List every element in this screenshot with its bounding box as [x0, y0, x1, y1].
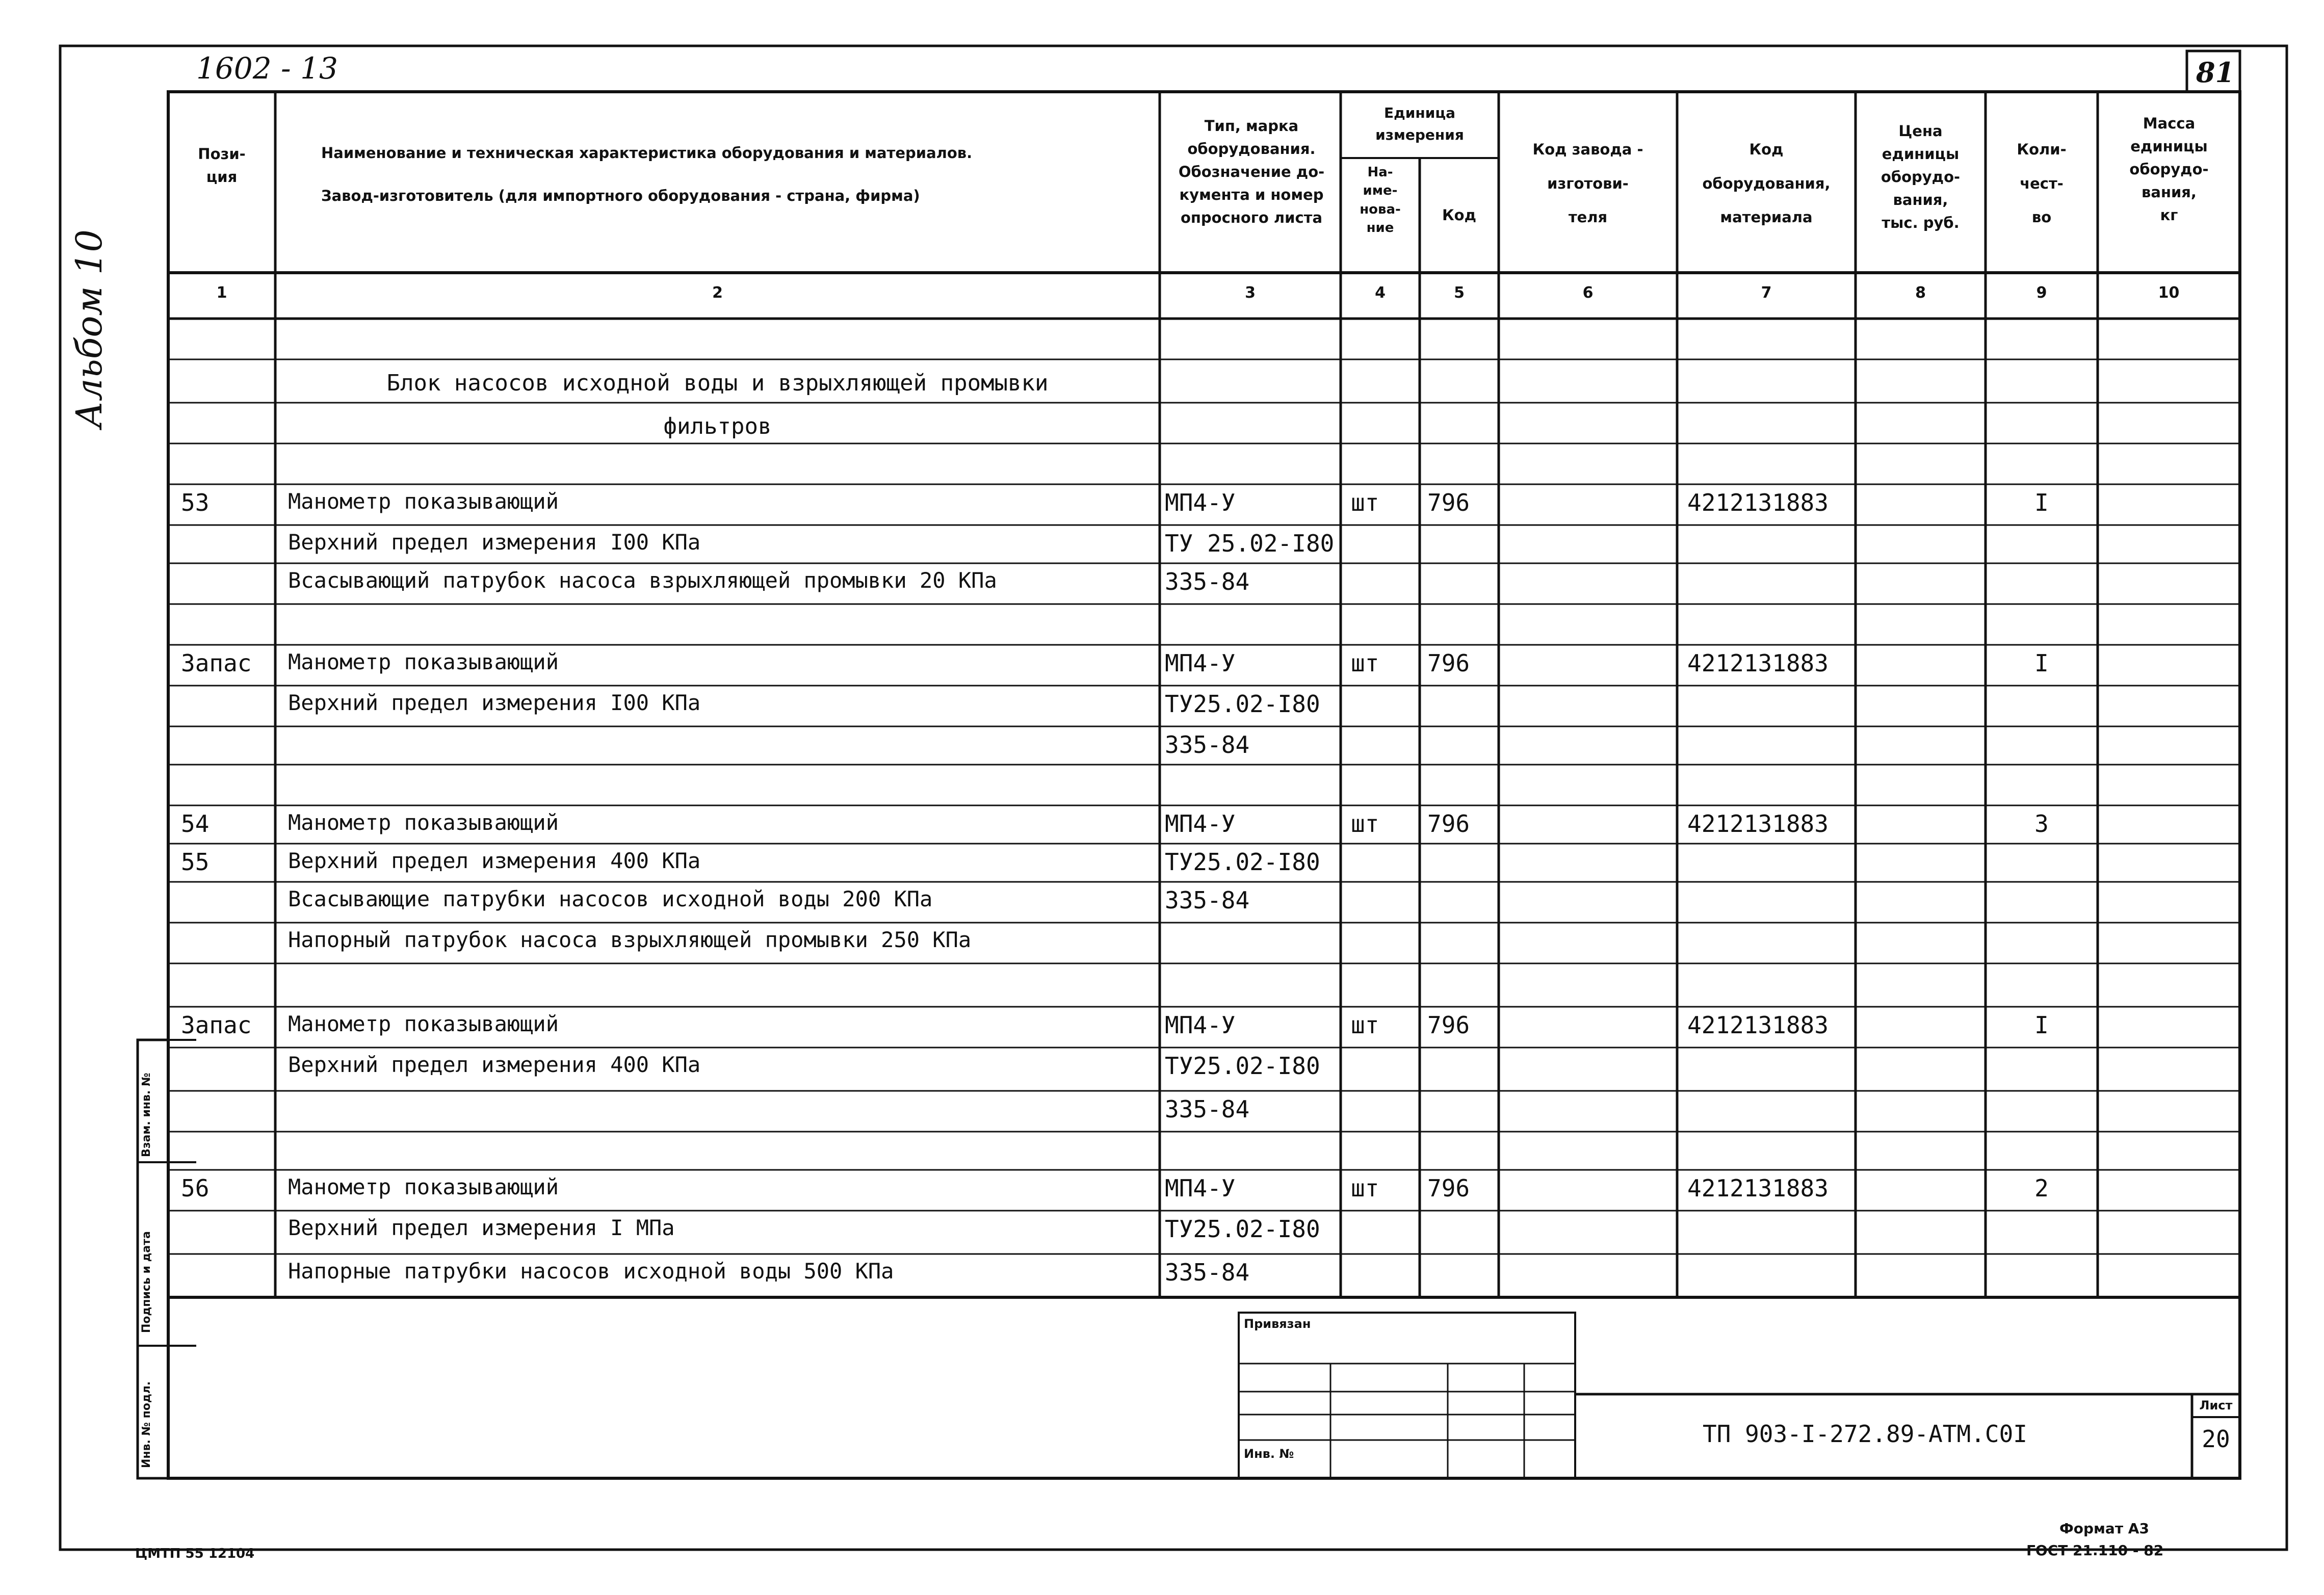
cell-type: 335-84 — [1165, 731, 1250, 759]
cell-unit: шт — [1351, 810, 1379, 838]
header-unit-code: Код — [1442, 206, 1477, 224]
cell-name: Верхний предел измерения 400 КПа — [288, 848, 701, 873]
header-position: Пози- ция — [198, 145, 246, 186]
cell-type: ТУ25.02-I80 — [1165, 1052, 1320, 1080]
cell-type: 335-84 — [1165, 886, 1250, 914]
cell-unit-code: 796 — [1427, 1011, 1470, 1039]
cell-pos: 55 — [181, 848, 210, 876]
column-number: 9 — [2036, 284, 2047, 302]
document-code: ТП 903-I-272.89-АТМ.С0I — [1703, 1420, 2027, 1448]
album-label: Альбом 10 — [68, 229, 110, 428]
cell-name: Манометр показывающий — [288, 810, 559, 835]
cell-type: МП4-У — [1165, 1174, 1236, 1202]
column-number: 8 — [1915, 284, 1926, 302]
cell-name: Манометр показывающий — [288, 1174, 559, 1199]
column-number: 7 — [1761, 284, 1772, 302]
cell-equip-code: 4212131883 — [1687, 810, 1829, 838]
cell-name: Манометр показывающий — [288, 1011, 559, 1036]
column-number: 2 — [712, 284, 723, 302]
sheet-number-handwritten: 81 — [2196, 56, 2235, 89]
cell-type: МП4-У — [1165, 810, 1236, 838]
cell-type: ТУ 25.02-I80 — [1165, 530, 1335, 557]
cell-pos: 56 — [181, 1174, 210, 1202]
cell-unit: шт — [1351, 489, 1379, 516]
header-price: Цена единицы оборудо- вания, тыс. руб. — [1881, 122, 1961, 231]
doc-number-handwritten: 1602 - 13 — [196, 51, 338, 86]
cell-name: Верхний предел измерения 400 КПа — [288, 1052, 701, 1077]
format-label: Формат А3 — [2059, 1520, 2149, 1537]
cell-type: 335-84 — [1165, 1259, 1250, 1286]
column-number: 10 — [2158, 284, 2180, 302]
cell-pos: Запас — [181, 649, 252, 677]
column-number: 5 — [1454, 284, 1465, 302]
cell-qty: 2 — [2034, 1174, 2049, 1202]
cell-name: Напорные патрубки насосов исходной воды 500 КПа — [288, 1259, 894, 1284]
cell-name: Всасывающие патрубки насосов исходной воды 200 КПа — [288, 886, 933, 911]
cell-equip-code: 4212131883 — [1687, 1011, 1829, 1039]
cell-name: Верхний предел измерения I МПа — [288, 1215, 675, 1240]
cell-type: 335-84 — [1165, 568, 1250, 595]
cell-unit-code: 796 — [1427, 810, 1470, 838]
header-mass: Масса единицы оборудо- вания, кг — [2129, 115, 2209, 224]
cell-type: ТУ25.02-I80 — [1165, 848, 1320, 876]
cell-qty: I — [2034, 489, 2049, 516]
inv-no-label: Инв. № — [1244, 1447, 1294, 1461]
cell-pos: Запас — [181, 1011, 252, 1039]
header-quantity: Коли- чест- во — [2017, 141, 2067, 226]
privyazan-label: Привязан — [1244, 1317, 1311, 1331]
cell-type: МП4-У — [1165, 1011, 1236, 1039]
cell-equip-code: 4212131883 — [1687, 649, 1829, 677]
cell-equip-code: 4212131883 — [1687, 489, 1829, 516]
section-title-line2: фильтров — [663, 413, 772, 439]
header-manufacturer-code: Код заводa - изготови- теля — [1532, 141, 1643, 226]
cell-name: Верхний предел измерения I00 КПа — [288, 690, 701, 715]
sheet-label: Лист — [2199, 1398, 2233, 1413]
column-number: 4 — [1375, 284, 1386, 302]
cell-type: 335-84 — [1165, 1095, 1250, 1123]
sheet-value: 20 — [2202, 1425, 2230, 1453]
cell-unit-code: 796 — [1427, 649, 1470, 677]
cell-unit: шт — [1351, 1174, 1379, 1202]
side-stamp-inv-original: Инв. № подл. — [140, 1381, 153, 1468]
cell-unit: шт — [1351, 1011, 1379, 1039]
cell-unit-code: 796 — [1427, 489, 1470, 516]
cell-type: МП4-У — [1165, 489, 1236, 516]
cell-equip-code: 4212131883 — [1687, 1174, 1829, 1202]
cell-pos: 54 — [181, 810, 210, 838]
header-name-line1: Наименование и техническая характеристика оборудования и материалов. — [321, 144, 973, 162]
header-unit-group: Единица измерения — [1375, 104, 1464, 144]
cell-name: Манометр показывающий — [288, 649, 559, 674]
cell-pos: 53 — [181, 489, 210, 516]
column-number: 3 — [1245, 284, 1256, 302]
column-number: 1 — [216, 284, 227, 302]
cell-type: ТУ25.02-I80 — [1165, 690, 1320, 718]
print-code: ЦМТП 55 12104 — [135, 1546, 255, 1561]
side-stamp-vzam-inv: Взам. инв. № — [140, 1073, 153, 1157]
column-number: 6 — [1582, 284, 1594, 302]
cell-type: ТУ25.02-I80 — [1165, 1215, 1320, 1243]
cell-name: Верхний предел измерения I00 КПа — [288, 530, 701, 555]
cell-qty: I — [2034, 649, 2049, 677]
cell-name: Напорный патрубок насоса взрыхляющей промывки 250 КПа — [288, 927, 972, 952]
section-title-line1: Блок насосов исходной воды и взрыхляющей промывки — [386, 370, 1049, 396]
header-type: Тип, марка оборудования. Обозначение до- кумента и номер опросного листа — [1178, 117, 1325, 226]
cell-qty: I — [2034, 1011, 2049, 1039]
gost-label: ГОСТ 21.110 - 82 — [2026, 1542, 2164, 1559]
cell-name: Манометр показывающий — [288, 489, 559, 514]
cell-unit: шт — [1351, 649, 1379, 677]
cell-type: МП4-У — [1165, 649, 1236, 677]
header-name-line2: Завод-изготовитель (для импортного оборудования - страна, фирма) — [321, 187, 920, 204]
cell-name: Всасывающий патрубок насоса взрыхляющей промывки 20 КПа — [288, 568, 997, 593]
side-stamp-signature-date: Подпись и дата — [140, 1231, 153, 1333]
cell-qty: 3 — [2034, 810, 2049, 838]
header-unit-name: На- име- нова- ние — [1360, 165, 1401, 236]
cell-unit-code: 796 — [1427, 1174, 1470, 1202]
header-equipment-code: Код оборудования, материала — [1702, 141, 1831, 226]
